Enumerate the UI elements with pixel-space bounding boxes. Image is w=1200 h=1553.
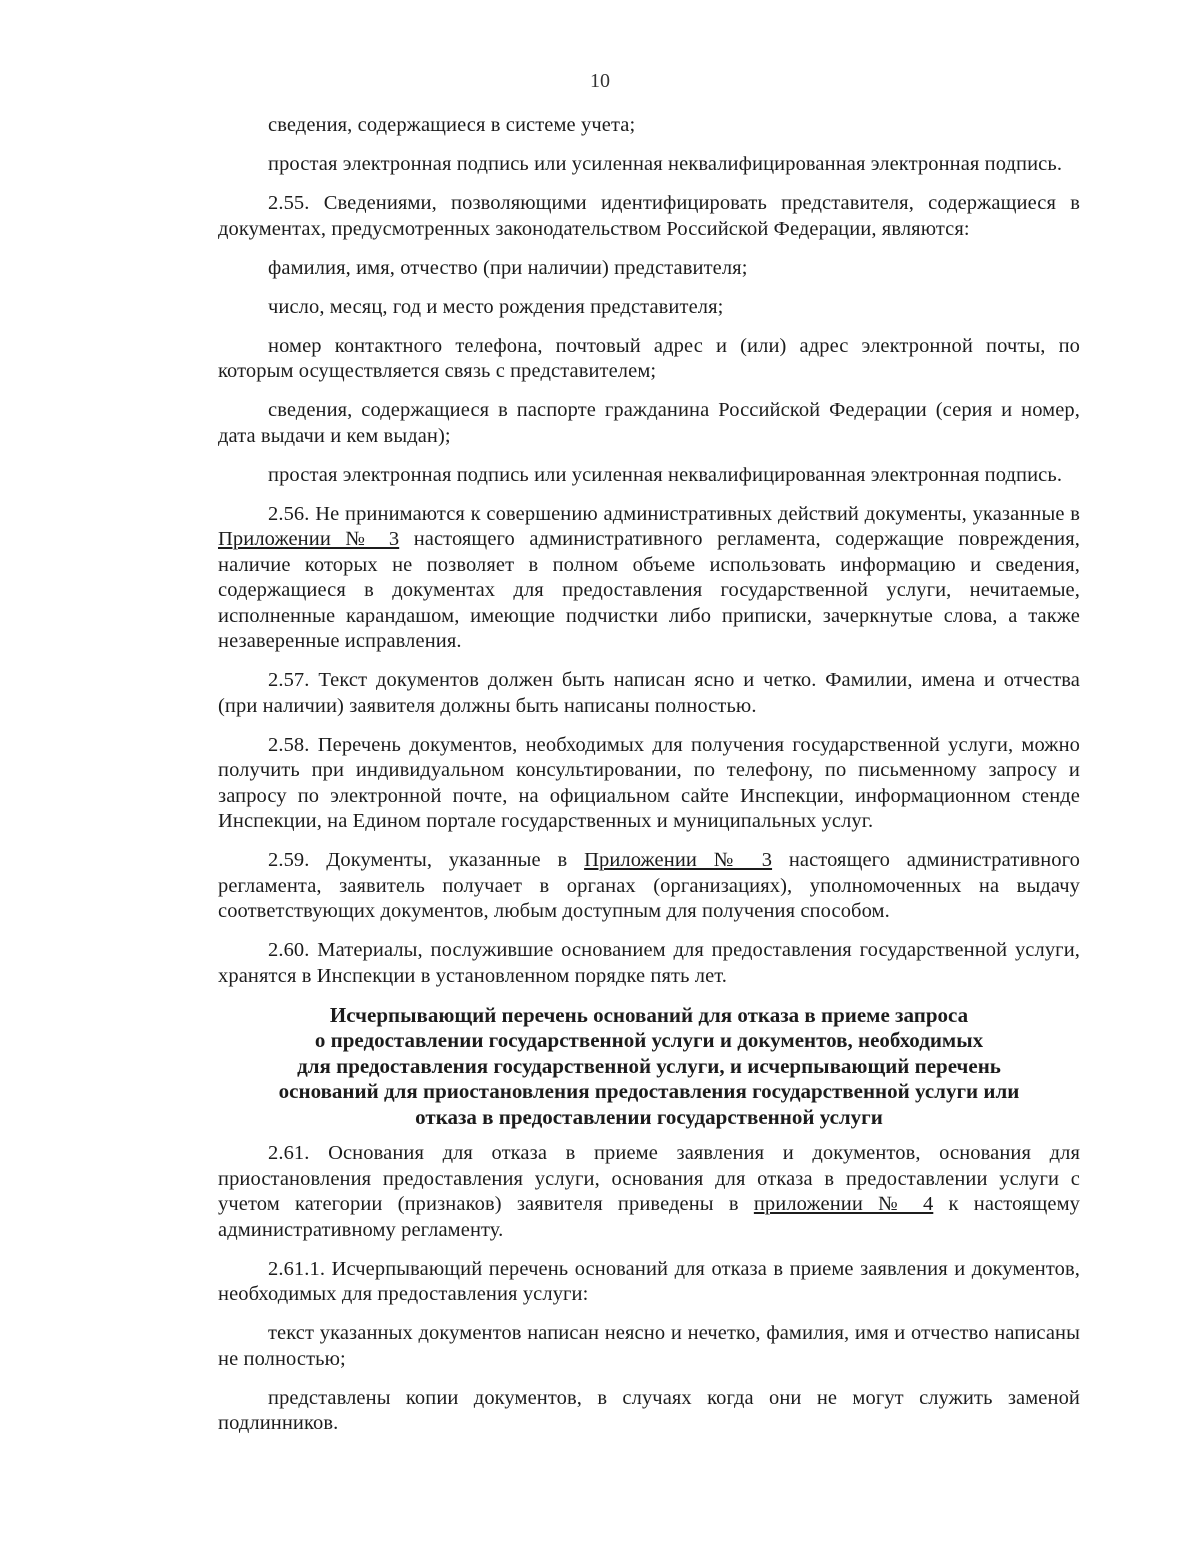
paragraph-2-56 <box>218 502 1080 655</box>
paragraph-2-61 <box>218 1141 1080 1243</box>
paragraph: фамилия, имя, отчество (при наличии) представителя; <box>268 256 748 279</box>
paragraph: текст указанных документов написан неясно и нечетко, фамилия, имя и отчество написаны не полностью; <box>218 1322 1080 1370</box>
appendix-3-link[interactable]: Приложении № 3 <box>218 528 400 550</box>
heading-line: отказа в предоставлении государственной услуги <box>415 1104 883 1129</box>
paragraph-text: 2.61. Основания для отказа в приеме заявления и документов, основания для приостановления предоставления услуги, основания для отказа в предоставлении услуги с учетом категории (признаков) заявителя приведены в <box>218 1142 1080 1215</box>
heading-line: о предоставлении государственной услуги и документов, необходимых <box>314 1028 984 1052</box>
section-heading <box>218 1003 1080 1131</box>
paragraph: сведения, содержащиеся в паспорте гражданина Российской Федерации (серия и номер, дата выдачи и кем выдан); <box>218 399 1080 447</box>
paragraph: число, месяц, год и место рождения представителя; <box>268 295 724 318</box>
page-number: 10 <box>590 70 610 92</box>
paragraph-text: 2.56. Не принимаются к совершению административных действий документы, указанные в <box>268 502 1080 525</box>
paragraph-text: настоящего административного регламента, заявитель получает в органах (организациях), уполномоченных на выдачу соответствующих документов, любым доступным для получения способом. <box>218 849 1080 922</box>
paragraph-2-60: 2.60. Материалы, послужившие основанием для предоставления государственной услуги, хранятся в Инспекции в установленном порядке пять лет. <box>218 939 1080 987</box>
paragraph-2-58: 2.58. Перечень документов, необходимых для получения государственной услуги, можно получить при индивидуальном консультировании, по телефону, по письменному запросу и запросу по электронной почте, на официальном сайте Инспекции, информационном стенде Инспекции, на Едином портале государственных и муниципальных услуг. <box>218 733 1080 832</box>
paragraph: номер контактного телефона, почтовый адрес и (или) адрес электронной почты, по которым осуществляется связь с представителем; <box>218 334 1080 382</box>
heading-line: для предоставления государственной услуги, и исчерпывающий перечень <box>297 1053 1001 1078</box>
paragraph-2-57: 2.57. Текст документов должен быть написан ясно и четко. Фамилии, имена и отчества (при наличии) заявителя должны быть написаны полностью. <box>218 669 1080 717</box>
heading-line: оснований для приостановления предоставления государственной услуги или <box>278 1079 1020 1103</box>
paragraph-text: настоящего административного регламента, содержащие повреждения, наличие которых не позволяет в полном объеме использовать информацию и сведения, содержащиеся в документах для предоставления государственной услуги, нечитаемые, исполненные карандашом, имеющие подчистки либо приписки, зачеркнутые слова, а также незаверенные исправления. <box>218 528 1080 652</box>
paragraph: представлены копии документов, в случаях когда они не могут служить заменой подлинников. <box>218 1386 1080 1434</box>
paragraph-2-55: 2.55. Сведениями, позволяющими идентифицировать представителя, содержащиеся в документах, предусмотренных законодательством Российской Федерации, являются: <box>218 192 1080 240</box>
paragraph: простая электронная подпись или усиленная неквалифицированная электронная подпись. <box>268 463 1063 486</box>
heading-line: Исчерпывающий перечень оснований для отказа в приеме запроса <box>329 1002 969 1027</box>
paragraph-2-59 <box>218 848 1080 925</box>
appendix-3-link[interactable]: Приложении № 3 <box>584 849 773 871</box>
paragraph-text: 2.59. Документы, указанные в <box>268 849 585 871</box>
paragraph: сведения, содержащиеся в системе учета; <box>268 114 636 136</box>
paragraph-text: к настоящему административному регламенту. <box>218 1193 1080 1241</box>
paragraph-2-61-1: 2.61.1. Исчерпывающий перечень оснований для отказа в приеме заявления и документов, необходимых для предоставления услуги: <box>218 1257 1080 1305</box>
paragraph: простая электронная подпись или усиленная неквалифицированная электронная подпись. <box>268 153 1063 175</box>
appendix-4-link[interactable]: приложении № 4 <box>753 1193 934 1215</box>
document-body <box>218 113 1080 1450</box>
